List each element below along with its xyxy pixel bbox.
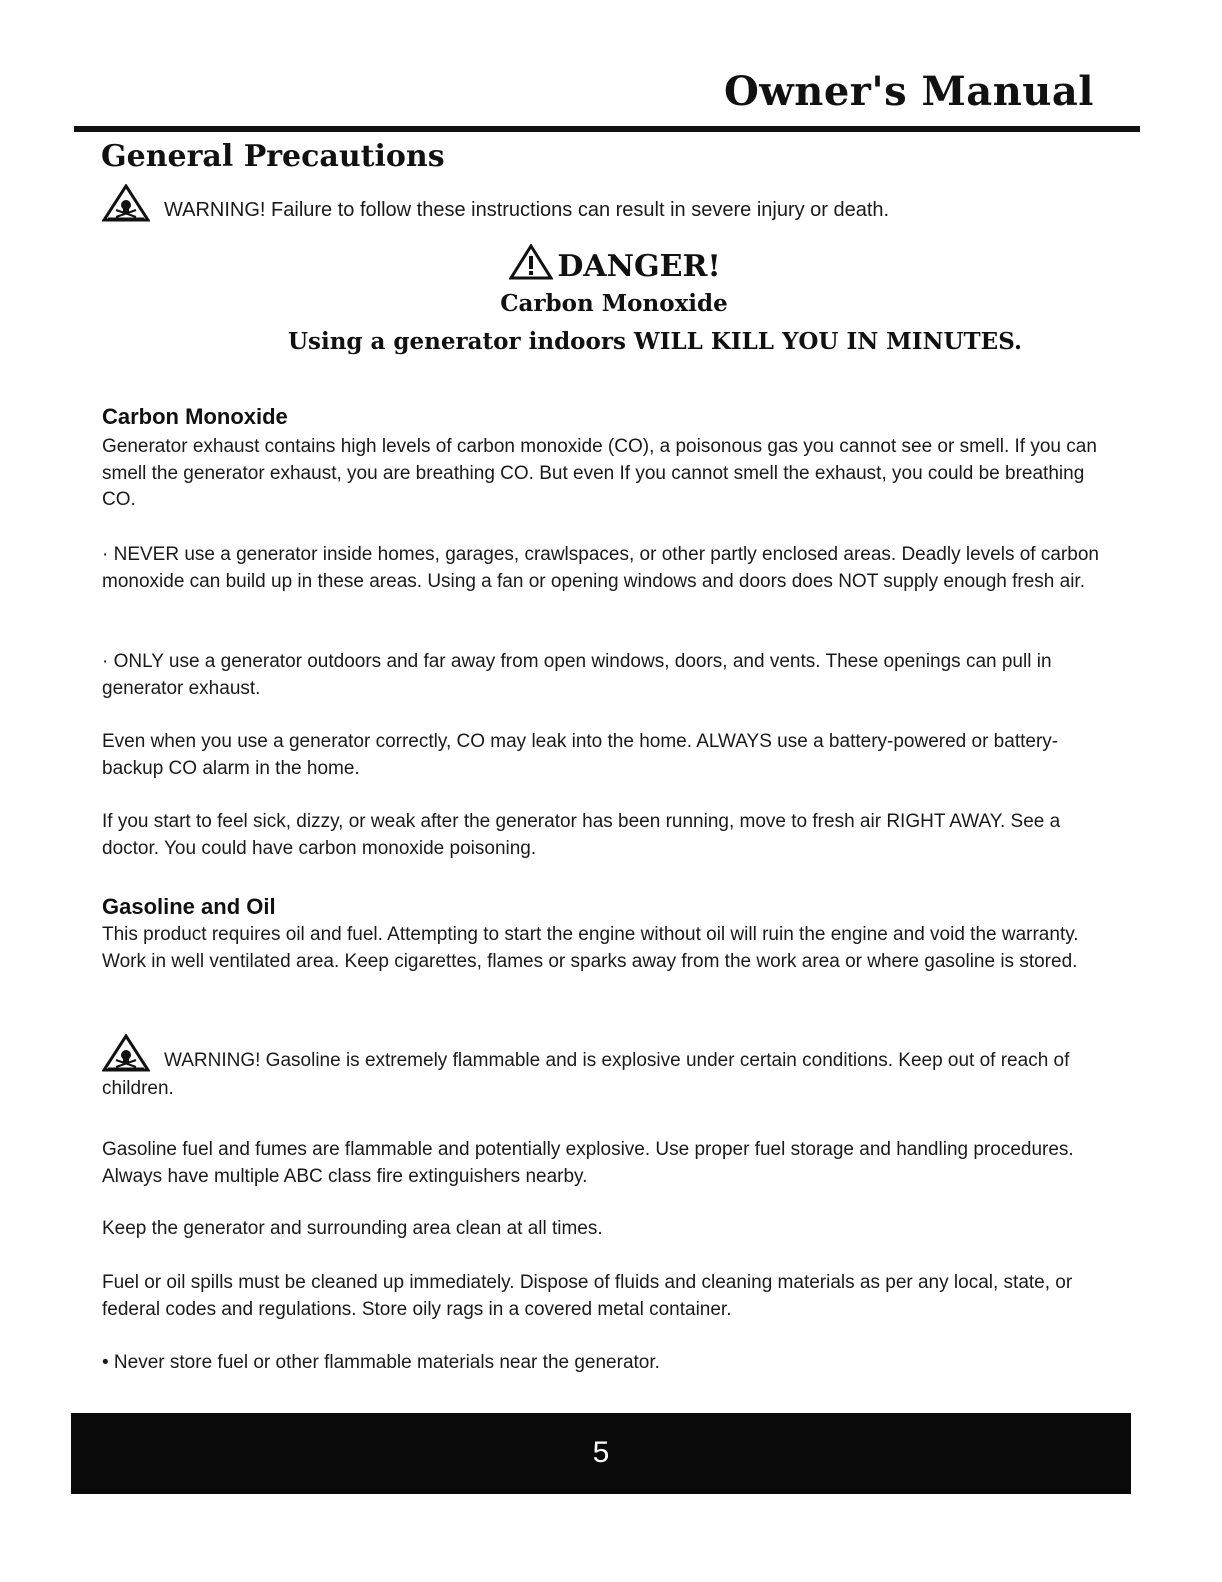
gas-paragraph-fumes: Gasoline fuel and fumes are flammable and potentially explosive. Use proper fuel storage and handling procedures. Always have multiple ABC class fire extinguishers nearby.: [102, 1139, 1074, 1187]
document-title: Owner's Manual: [723, 68, 1094, 115]
page-number: 5: [592, 1436, 610, 1469]
header-rule: [74, 126, 1140, 132]
co-paragraph-sick: If you start to feel sick, dizzy, or weak after the generator has been running, move to fresh air RIGHT AWAY. See a doctor. You could have carbon monoxide poisoning.: [102, 811, 1061, 859]
co-bullet-never: · NEVER use a generator inside homes, garages, crawlspaces, or other partly enclosed areas. Deadly levels of carbon monoxide can build up in these areas. Using a fan or opening windows and doors does NOT supply enough fresh air.: [102, 544, 1099, 592]
danger-subtitle: Carbon Monoxide: [500, 290, 728, 317]
co-paragraph-alarm: Even when you use a generator correctly, CO may leak into the home. ALWAYS use a battery-powered or battery-backup CO alarm in the home.: [102, 731, 1059, 779]
co-bullet-only: · ONLY use a generator outdoors and far away from open windows, doors, and vents. These openings can pull in generator exhaust.: [102, 651, 1052, 699]
danger-title-text: DANGER!: [557, 249, 721, 284]
section-title: General Precautions: [101, 139, 445, 174]
heading-carbon-monoxide: Carbon Monoxide: [102, 404, 288, 429]
gas-paragraph-1: This product requires oil and fuel. Attempting to start the engine without oil will ruin the engine and void the warranty. Work in well ventilated area. Keep cigarettes, flames or sparks away from the work area or where gasoline is stored.: [102, 924, 1079, 972]
warning-failure-text: WARNING! Failure to follow these instructions can result in severe injury or death.: [164, 199, 890, 221]
warning-gasoline: [102, 1034, 1112, 1103]
gas-paragraph-spills: Fuel or oil spills must be cleaned up immediately. Dispose of fluids and cleaning materials as per any local, state, or federal codes and regulations. Store oily rags in a covered metal container.: [102, 1272, 1073, 1320]
warning-gasoline-text: WARNING! Gasoline is extremely flammable and is explosive under certain conditions. Keep out of reach of children.: [102, 1050, 1070, 1099]
warning-triangle-icon: [509, 244, 553, 280]
co-paragraph-1: Generator exhaust contains high levels of carbon monoxide (CO), a poisonous gas you cannot see or smell. If you can smell the generator exhaust, you are breathing CO. But even If you cannot smell the exhaust, you could be breathing CO.: [102, 436, 1097, 510]
danger-kill-line: Using a generator indoors WILL KILL YOU IN MINUTES.: [287, 328, 1023, 355]
gas-paragraph-clean: Keep the generator and surrounding area clean at all times.: [102, 1218, 603, 1239]
skull-warning-icon: [102, 184, 150, 222]
warning-failure: [102, 184, 1112, 223]
danger-title: [120, 244, 1110, 287]
heading-gasoline-oil: Gasoline and Oil: [102, 894, 276, 919]
footer-bar: [71, 1413, 1131, 1494]
skull-warning-icon: [102, 1034, 150, 1072]
gas-bullet-never-store: • Never store fuel or other flammable materials near the generator.: [102, 1352, 660, 1373]
danger-block: [100, 244, 1110, 357]
